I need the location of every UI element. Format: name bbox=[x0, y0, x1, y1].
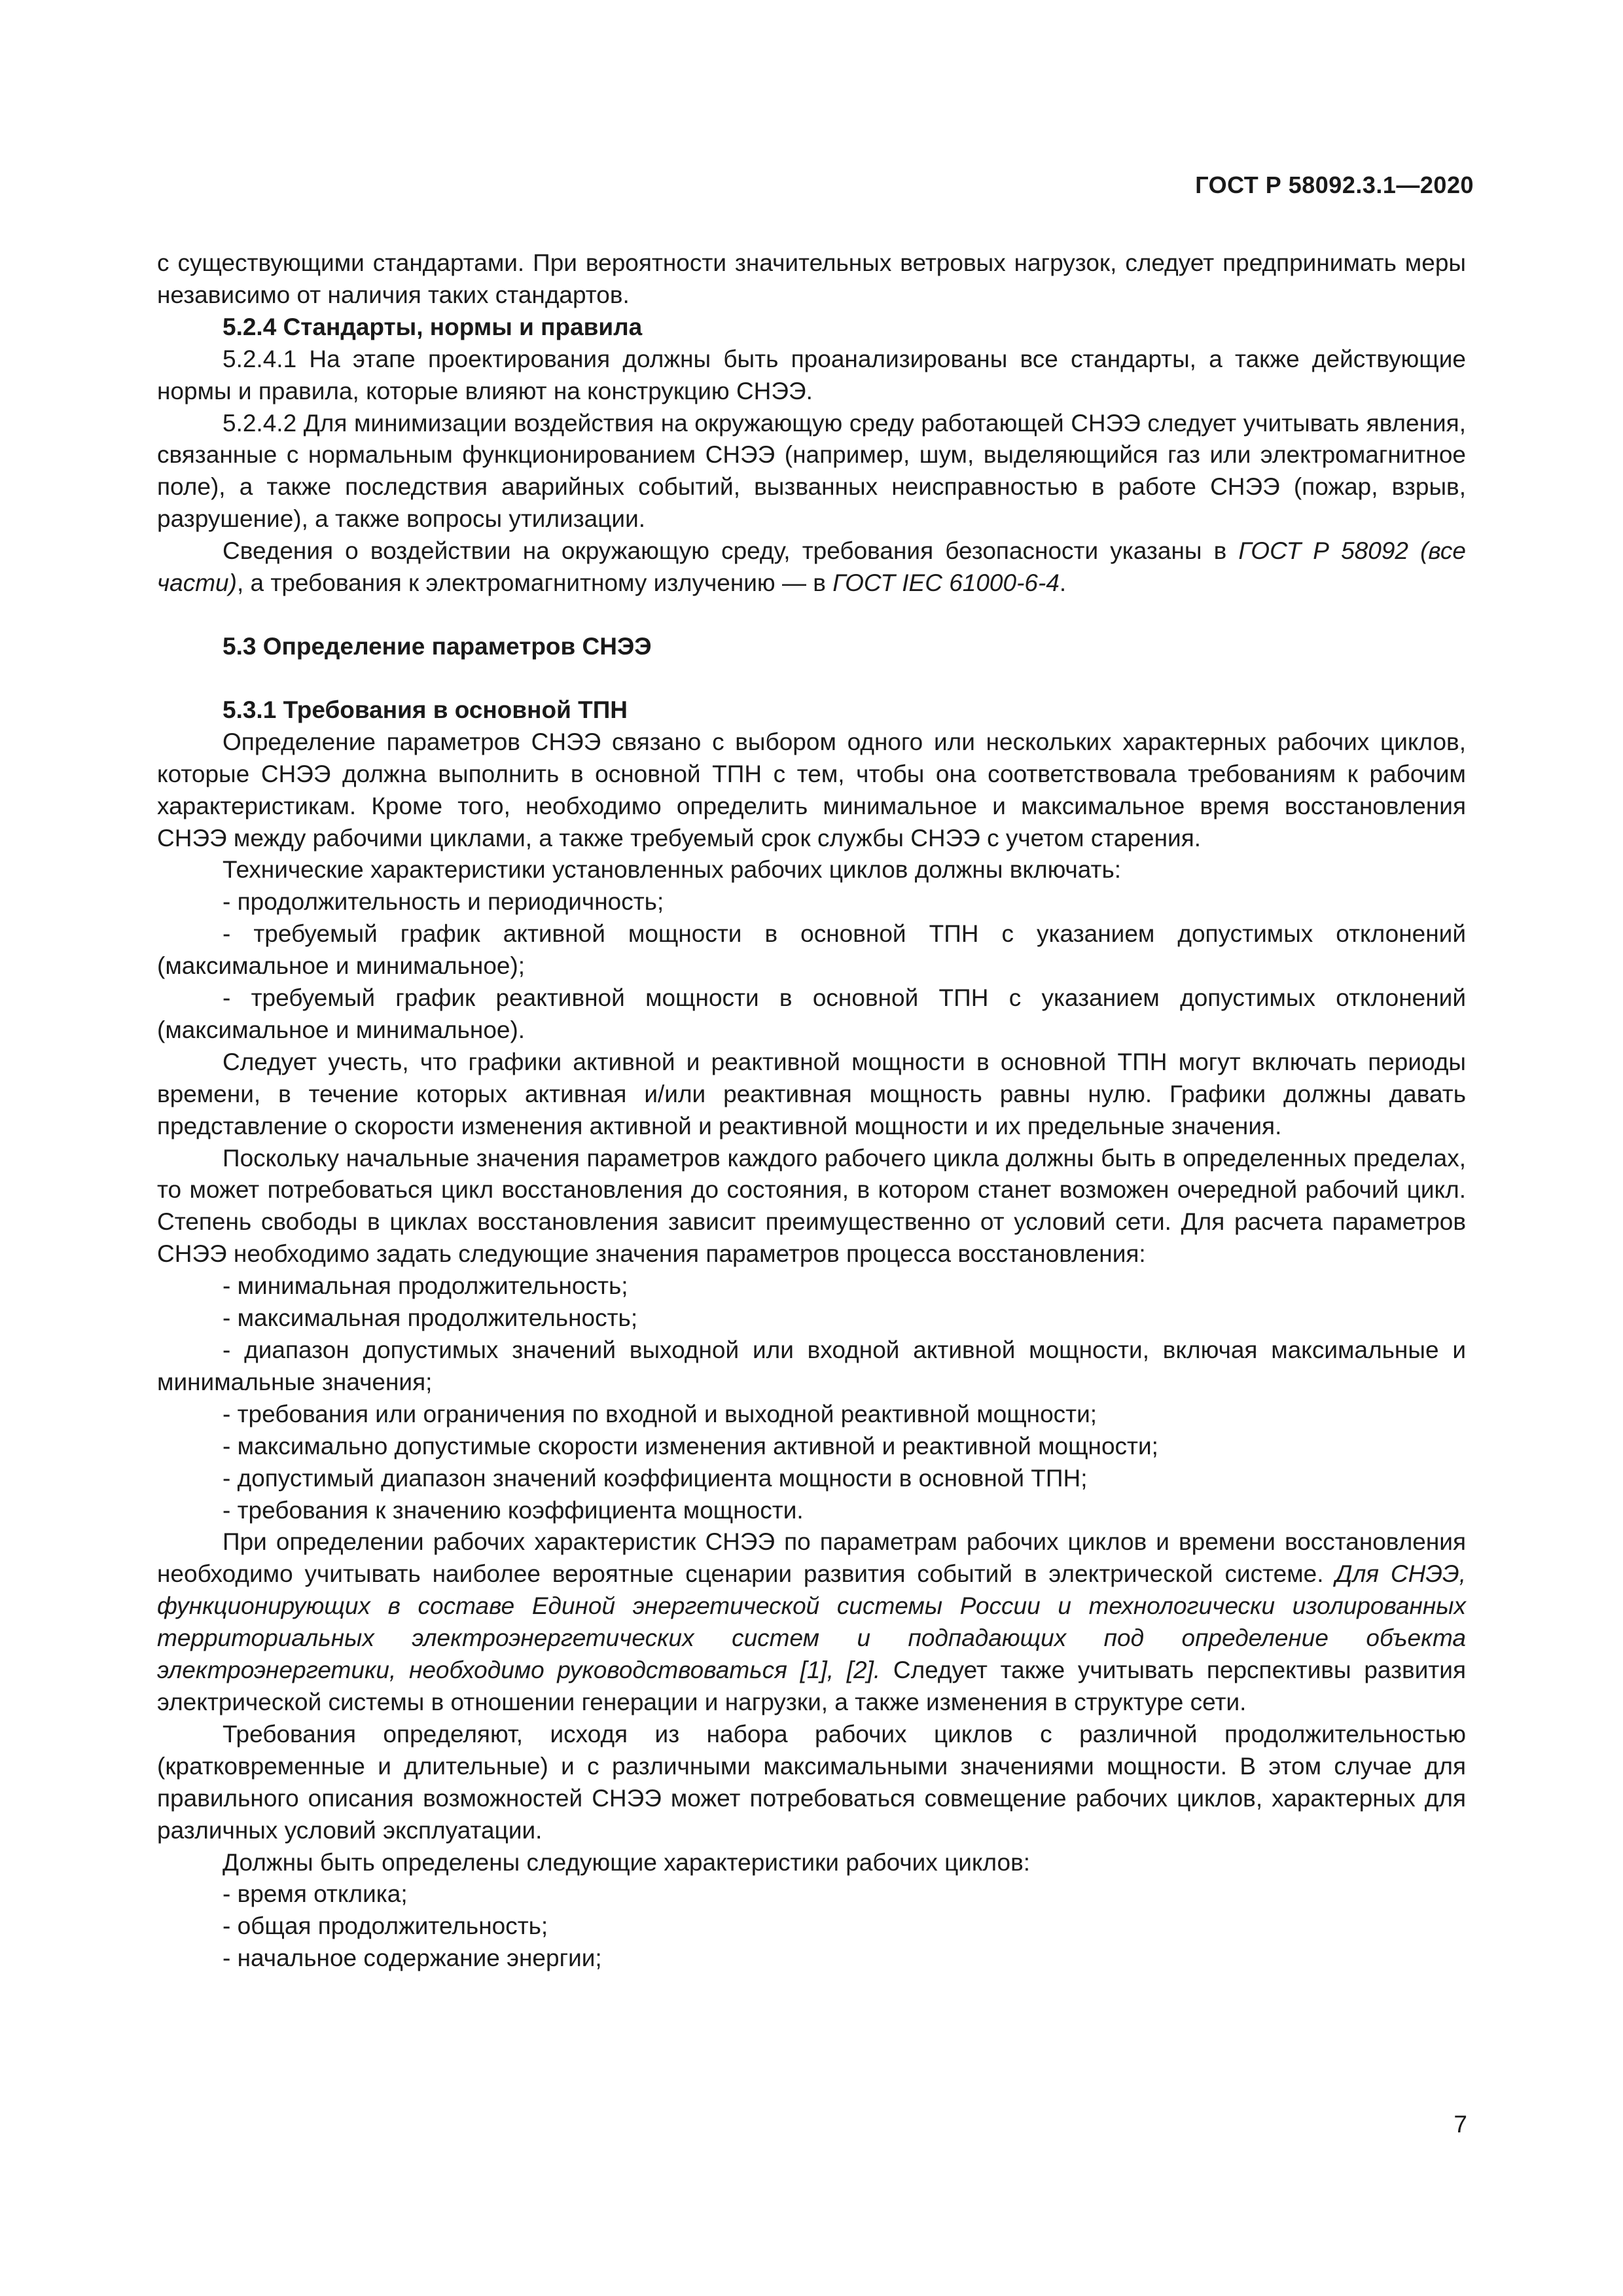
paragraph-graphs: Следует учесть, что графики активной и реактивной мощности в основной ТПН могут включать периоды времени, в течение которых активная и/или реактивная мощность равны нулю. Графики должны давать представление о скорости изменения активной и реактивной мощности и их предельные значения. bbox=[157, 1048, 1466, 1139]
paragraph-5-2-4-1: 5.2.4.1 На этапе проектирования должны быть проанализированы все стандарты, а также действующие нормы и правила, которые влияют на конструкцию СНЭЭ. bbox=[157, 345, 1466, 404]
list-item: - диапазон допустимых значений выходной или входной активной мощности, включая максимальные и минимальные значения; bbox=[157, 1336, 1466, 1395]
page-number: 7 bbox=[1454, 2111, 1467, 2138]
text-segment: Сведения о воздействии на окружающую среду, требования безопасности указаны в bbox=[223, 537, 1239, 565]
document-code: ГОСТ Р 58092.3.1—2020 bbox=[1195, 171, 1474, 198]
paragraph-initial-values: Поскольку начальные значения параметров каждого рабочего цикла должны быть в определенных пределах, то может потребоваться цикл восстановления до состояния, в котором станет возможен очередной рабочий цикл. Степень свободы в циклах восстановления зависит преимущественно от условий сети. Для расчета параметров СНЭЭ необходимо задать следующие значения параметров процесса восстановления: bbox=[157, 1144, 1466, 1268]
text-segment: , а требования к электромагнитному излучению — в bbox=[236, 569, 833, 597]
paragraph-environment bbox=[157, 535, 1466, 600]
list-item: - минимальная продолжительность; bbox=[223, 1272, 628, 1300]
paragraph-intro: с существующими стандартами. При вероятности значительных ветровых нагрузок, следует предпринимать меры независимо от наличия таких стандартов. bbox=[157, 249, 1466, 308]
list-item: - допустимый диапазон значений коэффициента мощности в основной ТПН; bbox=[223, 1464, 1088, 1492]
list-item: - требуемый график реактивной мощности в основной ТПН с указанием допустимых отклонений (максимальное и минимальное). bbox=[157, 984, 1466, 1043]
text-segment: Следует также учитывать перспективы развития электрической системы в отношении генерации и нагрузки, а также изменения в структуре сети. bbox=[157, 1657, 1467, 1715]
list-item: - общая продолжительность; bbox=[223, 1912, 548, 1940]
list-item: - максимальная продолжительность; bbox=[223, 1304, 638, 1332]
heading-5-3: 5.3 Определение параметров СНЭЭ bbox=[223, 632, 652, 660]
paragraph-5-3-1: Определение параметров СНЭЭ связано с выбором одного или нескольких характерных рабочих циклов, которые СНЭЭ должна выполнить в основной ТПН с тем, чтобы она соответствовала требованиям к рабочим характеристикам. Кроме того, необходимо определить минимальное и максимальное время восстановления СНЭЭ между рабочими циклами, а также требуемый срок службы СНЭЭ с учетом старения. bbox=[157, 728, 1466, 852]
heading-5-3-1: 5.3.1 Требования в основной ТПН bbox=[223, 696, 628, 723]
paragraph-characteristics: Должны быть определены следующие характеристики рабочих циклов: bbox=[223, 1848, 1031, 1876]
text-segment: При определении рабочих характеристик СНЭЭ по параметрам рабочих циклов и времени восстановления необходимо учитывать наиболее вероятные сценарии развития событий в электрической системе. bbox=[157, 1528, 1466, 1588]
list-item: - максимально допустимые скорости изменения активной и реактивной мощности; bbox=[223, 1432, 1158, 1460]
list-item: - время отклика; bbox=[223, 1880, 408, 1908]
paragraph-requirements: Требования определяют, исходя из набора рабочих циклов с различной продолжительностью (кратковременные и длительные) и с различными максимальными значениями мощности. В этом случае для правильного описания возможностей СНЭЭ может потребоваться совмещение рабочих циклов, характерных для различных условий эксплуатации. bbox=[157, 1720, 1466, 1844]
list-item: - требования к значению коэффициента мощности. bbox=[223, 1496, 804, 1524]
paragraph-5-2-4-2: 5.2.4.2 Для минимизации воздействия на окружающую среду работающей СНЭЭ следует учитывать явления, связанные с нормальным функционированием СНЭЭ (например, шум, выделяющийся газ или электромагнитное поле), а также последствия аварийных событий, вызванных неисправностью в работе СНЭЭ (пожар, взрыв, разрушение), а также вопросы утилизации. bbox=[157, 409, 1466, 533]
text-segment: . bbox=[1059, 569, 1067, 597]
list-item: - продолжительность и периодичность; bbox=[223, 888, 664, 916]
paragraph-scenarios bbox=[157, 1526, 1466, 1718]
heading-5-2-4: 5.2.4 Стандарты, нормы и правила bbox=[223, 313, 643, 340]
list-item: - требуемый график активной мощности в основной ТПН с указанием допустимых отклонений (максимальное и минимальное); bbox=[157, 920, 1466, 980]
document-body bbox=[157, 247, 1466, 1975]
list-item: - требования или ограничения по входной и выходной реактивной мощности; bbox=[223, 1400, 1097, 1427]
list-item: - начальное содержание энергии; bbox=[223, 1945, 602, 1972]
standard-reference: ГОСТ Р 58092 (все части) bbox=[157, 537, 1467, 597]
paragraph-tech-characteristics: Технические характеристики установленных рабочих циклов должны включать: bbox=[223, 856, 1122, 884]
standard-reference: ГОСТ IEC 61000-6-4 bbox=[832, 569, 1060, 597]
italic-note: Для СНЭЭ, функционирующих в составе Единой энергетической системы России и технологически изолированных территориальных электроэнергетических систем и подпадающих под определение объекта электроэнергетики, необходимо руководствоваться [1], [2]. bbox=[157, 1560, 1466, 1684]
